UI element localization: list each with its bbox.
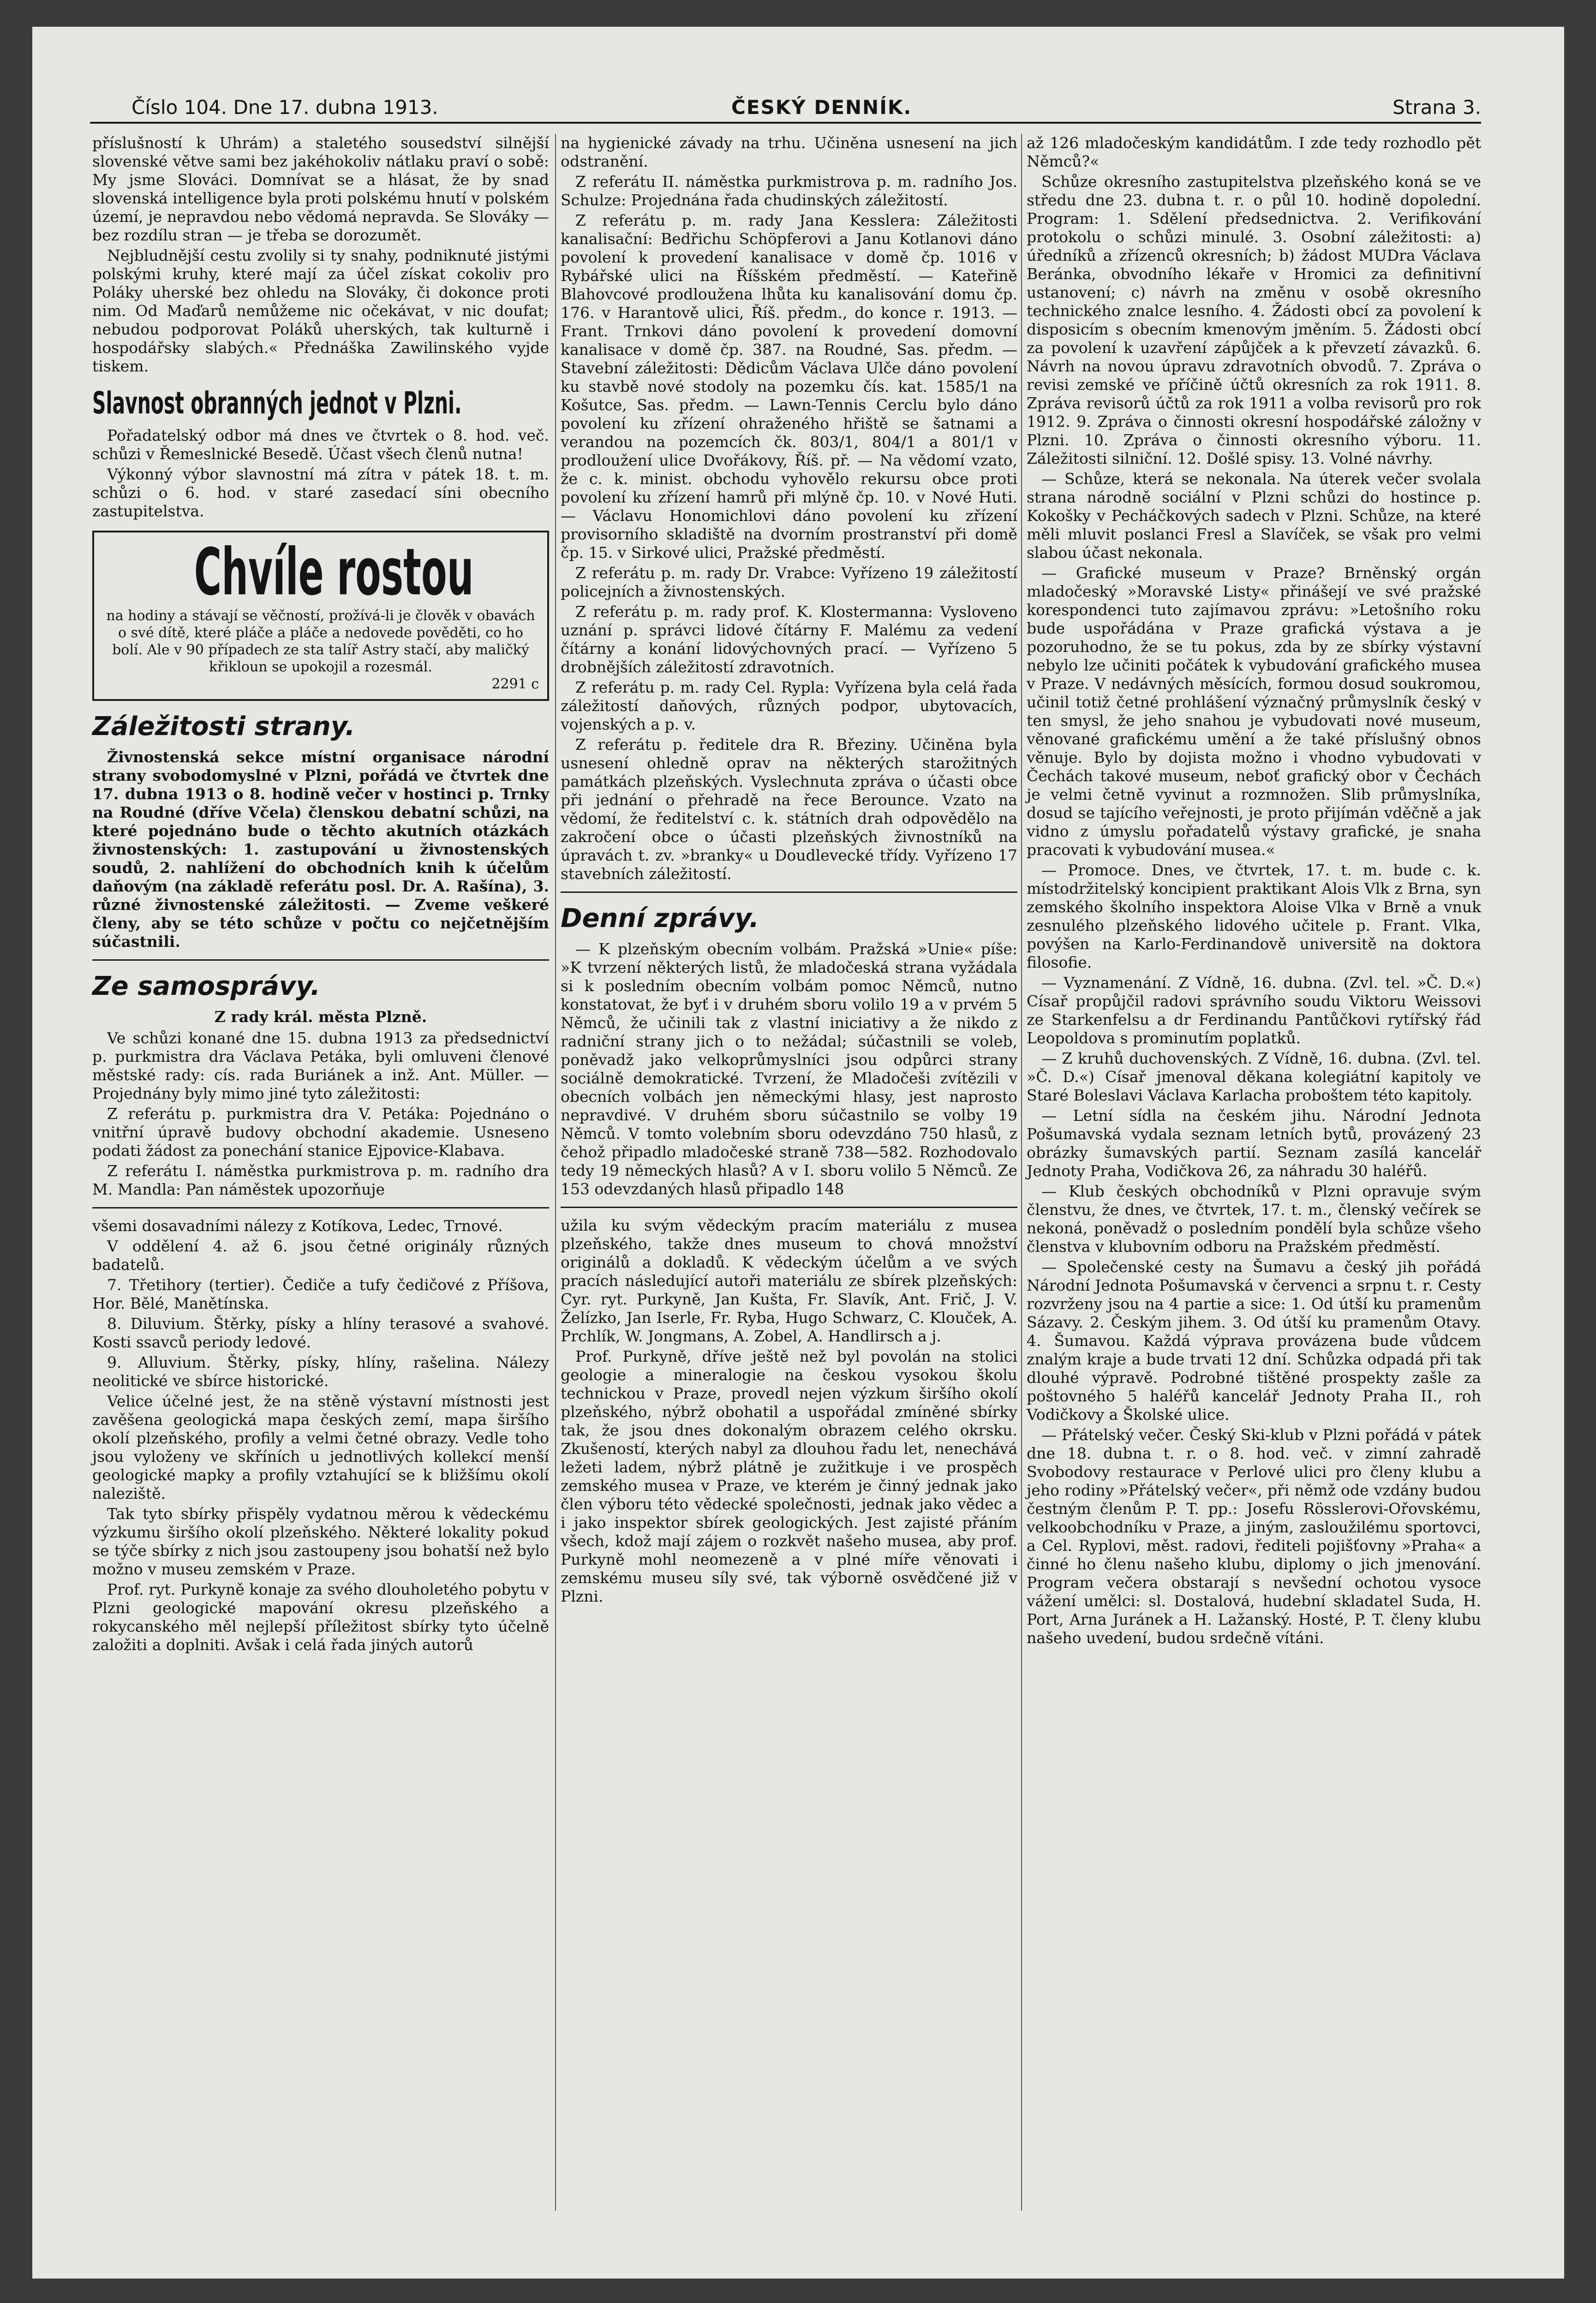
ad-number: 2291 c xyxy=(491,676,539,692)
article-paragraph: Z referátu p. m. rady Jana Kesslera: Záležitosti kanalisační: Bedřichu Schöpferovi a Janu Kotlanovi dáno povolení k provedení kanalisace v domě čp. 1016 v Rybářské ulici na Říšském předměstí. — Kateřině Blahovcové prodloužena lhůta ku kanalisování domu čp. 176. v Harantově ulici, Říš. předm., do konce r. 1913. — Frant. Trnkovi dáno povolení k provedení domovní kanalisace v domě čp. 387. na Roudné, Sas. předm. — Stavební záležitosti: Dědicům Václava Ulče dáno povolení ku stavbě nové stodoly na pozemku čís. kat. 1585/1 na Košutce, Sas. předm. — Lawn-Tennis Cerclu bylo dáno povolení ku zřízení ohraženého hřiště se šatnami a verandou na pozemcích čk. 803/1, 804/1 a 801/1 v prodloužení ulice Dvořákovy, Říš. př. — Na vědomí vzato, že c. k. minist. obchodu vyhovělo rekursu obce proti povolení ku zřízení hamrů při mlýně čp. 10. v Nové Huti. — Václavu Honomichlovi dáno povolení ku zřízení provisorního skladiště na dvorním prostranství při domě čp. 15. v Sirkové ulici, Pražské předměstí. xyxy=(561,211,1017,562)
article-paragraph: 7. Třetihory (tertier). Čediče a tufy čedičové z Příšova, Hor. Bělé, Manětínska. xyxy=(92,1276,549,1312)
article-paragraph: — Vyznamenání. Z Vídně, 16. dubna. (Zvl. tel. »Č. D.«) Císař propůjčil radovi správního soudu Viktoru Weissovi ze Starkenfelsu a dr Ferdinandu Pantůčkovi rytířský řád Leopoldova s prominutím poplatků. xyxy=(1027,974,1481,1047)
issue-date: Číslo 104. Dne 17. dubna 1913. xyxy=(132,96,438,119)
article-paragraph: — Klub českých obchodníků v Plzni opravuje svým členstvu, že dnes, ve čtvrtek, 17. t. m., členský večírek se nekoná, poněvadž o posledním pondělí byla schůze všeho členstva v klubovním odboru na Pražském předměstí. xyxy=(1027,1182,1481,1256)
article-paragraph: Z referátu I. náměstka purkmistrova p. m. radního dra M. Mandla: Pan náměstek upozorňuje xyxy=(92,1162,549,1198)
article-paragraph: 8. Diluvium. Štěrky, písky a hlíny terasové a svahové. Kosti ssavců periody ledové. xyxy=(92,1315,549,1351)
divider xyxy=(92,1207,549,1208)
article-paragraph: — Grafické museum v Praze? Brněnský orgán mladočeský »Moravské Listy« přinášejí ve své pražské korespondenci tuto zajímavou zprávu: »Letošního roku bude uspořádána v Praze grafická výstava a je pozoruhodno, že se tu pokus, zda by ze sbírky výstavní nebylo lze učiniti počátek k vybudování grafického musea v Praze. V nedávných měsících, formou dosud soukromou, učinil totiž četné prohlášení význačný průmyslník český v ten smysl, že jeho snahou je vybudovati nové museum, věnované grafickému umění a že také příslušný obnos věnuje. Bylo by dojista možno i vhodno vybudovati v Čechách takové museum, neboť grafický obor v Čechách je velmi četně vyvinut a rozmnožen. Slib průmyslníka, dosud se tajícího veřejnosti, je proto přijímán vděčně a jak vidno z úmyslu pořadatelů výstavy grafické, je snaha pracovati k vybudování musea.« xyxy=(1027,564,1481,859)
article-paragraph: — Přátelský večer. Český Ski-klub v Plzni pořádá v pátek dne 18. dubna t. r. o 8. hod. več. v zimní zahradě Svobodovy restaurace v Perlové ulici pro členy klubu a jeho rodiny »Přátelský večer«, při němž ode vzdány budou čestným členům P. T. pp.: Josefu Rösslerovi-Ořovskému, velkoobchodníku v Praze, a jiným, zasloužilému sportovci, a Cel. Ryplovi, měst. radovi, řediteli pojišťovny »Praha« a činné ho členu našeho klubu, diplomy o jich jmenování. Program večera obstarají s nevšední ochotou vysoce vážení umělci: sl. Dostalová, hudební skladatel Suda, H. Port, Arna Juránek a H. Lažanský. Hosté, P. T. členy klubu našeho uvedení, budou srdečně vítáni. xyxy=(1027,1426,1481,1647)
column-3 xyxy=(1027,134,1481,2211)
article-paragraph: Živnostenská sekce místní organisace národní strany svobodomyslné v Plzni, pořádá ve čtvrtek dne 17. dubna 1913 o 8. hodině večer v hostinci p. Trnky na Roudné (dříve Včela) členskou debatní schůzi, na které pojednáno bude o těchto akutních otázkách živnostenských: 1. zastupování u živnostenských soudů, 2. nahlížení do obchodních knih k účelům daňovým (na základě referátu posl. Dr. A. Rašína), 3. různé živnostenské záležitosti. — Zveme veškeré členy, aby se této schůze v počtu co nejčetnějším súčastnili. xyxy=(92,748,549,951)
article-paragraph: až 126 mladočeským kandidátům. I zde tedy rozhodlo pět Němců?« xyxy=(1027,134,1481,170)
article-paragraph: Z referátu II. náměstka purkmistrova p. m. radního Jos. Schulze: Projednána řada chudinských záležitostí. xyxy=(561,173,1017,209)
advertisement xyxy=(92,531,549,701)
article-paragraph: — Společenské cesty na Šumavu a český jih pořádá Národní Jednota Pošumavská v červenci a srpnu t. r. Cesty rozvrženy jsou na 4 partie a sice: 1. Od útší ku pramenům Sázavy. 2. Českým jihem. 3. Od útší ku pramenům Otavy. 4. Šumavou. Každá výprava provázena bude vůdcem znalým kraje a bude trvati 12 dní. Schůzka odpadá při tak dlouhé výpravě. Podrobné tištěné prospekty zašle za poštovného 5 haléřů kancelář Jednoty Praha II., roh Vodičkovy a Školské ulice. xyxy=(1027,1258,1481,1424)
article-paragraph: Z referátu p. ředitele dra R. Březiny. Učiněna byla usnesení ohledně oprav na některých starožitných památkách plzeňských. Vyslechnuta zpráva o účasti obce při jednání o přehradě na řece Berounce. Vzato na vědomí, že ředitelství c. k. státních drah odpovědělo na zakročení obce o účasti plzeňských živnostníků na úpravách t. zv. »branky« u Doudlevecké třídy. Vyřízeno 17 stavebních záležitostí. xyxy=(561,736,1017,883)
article-paragraph: Ve schůzi konané dne 15. dubna 1913 za předsednictví p. purkmistra dra Václava Petáka, byli omluveni členové městské rady: cís. rada Buriánek a inž. Ant. Müller. — Projednány byly mimo jiné tyto záležitosti: xyxy=(92,1029,549,1102)
page-number: Strana 3. xyxy=(1393,96,1481,119)
article-paragraph: Z referátu p. purkmistra dra V. Petáka: Pojednáno o vnitřní úpravě budovy obchodní akademie. Usneseno podati žádost za ponechání stanice Ejpovice-Klabava. xyxy=(92,1105,549,1160)
article-paragraph: Z referátu p. m. rady prof. K. Klostermanna: Vysloveno uznání p. správci lidové čítárny F. Malému za vedení čítárny a konání lidovýchovných prací. — Vyřízeno 5 drobnějších záležitostí zdravotních. xyxy=(561,603,1017,676)
article-paragraph: Prof. ryt. Purkyně konaje za svého dlouholetého pobytu v Plzni geologické mapování okresu plzeňského a rokycanského měl nejlepší příležitost sbírky tyto účelně založiti a doplniti. Avšak i celá řada jiných autorů xyxy=(92,1580,549,1654)
article-paragraph: Schůze okresního zastupitelstva plzeňského koná se ve středu dne 23. dubna t. r. o půl 10. hodině dopolední. Program: 1. Sdělení předsednictva. 2. Verifikování protokolu o schůzi minulé. 3. Osobní záležitosti: a) úředníků a zřízenců okresních; b) žádost MUDra Václava Beránka, obvodního lékaře v Hromici za definitivní ustanovení; c) návrh na změnu v osobě okresního technického znalce lesního. 4. Žádosti obcí za povolení k disposicím s obecním kmenovým jměním. 5. Žádosti obcí za povolení k uzavření zápůjček a k převzetí závazků. 6. Návrh na novou úpravu zdravotních obvodů. 7. Zpráva o revisi zemské ve příčině účtů okresních za rok 1911. 8. Zpráva revisorů účtů za rok 1911 a volba revisorů pro rok 1912. 9. Zpráva o činnosti okresní hospodářské záložny v Plzni. 10. Zpráva o činnosti okresního výboru. 11. Záležitosti silniční. 12. Došlé spisy. 13. Volné návrhy. xyxy=(1027,173,1481,467)
column-divider xyxy=(555,134,556,2211)
column-divider xyxy=(1021,134,1022,2211)
article-paragraph: všemi dosavadními nálezy z Kotíkova, Ledec, Trnové. xyxy=(92,1217,503,1235)
article-paragraph: na hygienické závady na trhu. Učiněna usnesení na jich odstranění. xyxy=(561,134,1017,170)
masthead: ČESKÝ DENNÍK. xyxy=(731,96,912,119)
article-paragraph: užila ku svým vědeckým pracím materiálu z musea plzeňského, takže dnes museum to chová množství originálů a dokladů. K vědeckým účelům a ve svých pracích následující autoři materiálu ze sbírek plzeňských: Cyr. ryt. Purkyně, Jan Kušta, Fr. Slavík, Ant. Frič, J. V. Želízko, Jan Iserle, Fr. Ryba, Hugo Schwarz, C. Klouček, A. Prchlík, W. Jongmans, A. Zobel, A. Handlirsch a j. xyxy=(561,1216,1017,1345)
article-paragraph: 9. Alluvium. Štěrky, písky, hlíny, rašelina. Nálezy neolitické ve sbírce historické. xyxy=(92,1353,549,1390)
page-header xyxy=(90,92,1481,124)
article-paragraph: — Letní sídla na českém jihu. Národní Jednota Pošumavská vydala seznam letních bytů, provázený 23 obrázky šumavských partií. Seznam zasílá kancelář Jednoty Praha, Vodičkova 26, za náhradu 30 haléřů. xyxy=(1027,1107,1481,1180)
column-2 xyxy=(561,134,1017,2211)
article-paragraph: Výkonný výbor slavnostní má zítra v pátek 18. t. m. schůzi o 6. hod. v staré zasedací síni obecního zastupitelstva. xyxy=(92,465,549,520)
column-1 xyxy=(92,134,549,2211)
article-paragraph: — Promoce. Dnes, ve čtvrtek, 17. t. m. bude c. k. místodržitelský koncipient praktikant Alois Vlk z Brna, syn zemského školního inspektora Aloise Vlka v Brně a vnuk zesnulého plzeňského lidového učitele p. Frant. Vlka, povýšen na Karlo-Ferdinandově universitě na doktora filosofie. xyxy=(1027,861,1481,971)
article-paragraph: Z referátu p. m. rady Dr. Vrabce: Vyřízeno 19 záležitostí policejních a živnostenských. xyxy=(561,564,1017,600)
article-paragraph: Velice účelné jest, že na stěně výstavní místnosti jest zavěšena geologická mapa českých zemí, mapa širšího okolí plzeňského, profily a velmi četné obrazy. Vedle toho jsou vyloženy ve skříních u jednotlivých kollekcí menší geologické mapky a profily vztahující se k bližšímu okolí naleziště. xyxy=(92,1392,549,1502)
article-paragraph: Nejbludnější cestu zvolily si ty snahy, podniknuté jistými polskými kruhy, které mají za účel získat cokoliv pro Poláky uherské bez ohledu na Slováky, či dokonce proti nim. Od Maďarů nemůžeme nic očekávat, v nic doufat; nebudou podporovat Poláků uherských, tak kulturně i hospodářsky slabých.« Přednáška Zawilinského vyjde tiskem. xyxy=(92,246,549,375)
article-paragraph: Pořadatelský odbor má dnes ve čtvrtek o 8. hod. več. schůzi v Řemeslnické Besedě. Účast všech členů nutna! xyxy=(92,426,549,463)
article-paragraph: Prof. Purkyně, dříve ještě než byl povolán na stolici geologie a mineralogie na českou vysokou školu technickou v Praze, provedl nejen výzkum širšího okolí plzeňského, nýbrž obohatil a uspořádal zmíněné sbírky tak, že jsou dnes dokonalým obrazem celého okrsku. Zkušeností, kterých nabyl za dlouhou řadu let, nenechává ležeti ladem, nýbrž plátně je zužitkuje i ve prospěch zemského musea v Praze, ve kterém je činný jednak jako člen výboru této vědecké společnosti, jednak jako vědec a i jako inspektor sbírek geologických. Jest zajisté přáním všech, kdož mají zájem o rozkvět našeho musea, aby prof. Purkyně mohl neomezeně a v plné míře věnovati i zemskému museu síly své, tak výborně osvědčené již v Plzni. xyxy=(561,1347,1017,1605)
article-paragraph: — Z kruhů duchovenských. Z Vídně, 16. dubna. (Zvl. tel. »Č. D.«) Císař jmenoval děkana kolegiátní kapitoly ve Staré Boleslavi Václava Karlacha proboštem této kapitoly. xyxy=(1027,1049,1481,1104)
ad-headline: Chvíle rostou xyxy=(194,535,474,610)
article-paragraph: Z referátu p. m. rady Cel. Rypla: Vyřízena byla celá řada záležitostí daňových, různých podpor, ubytovacích, vojenských a p. v. xyxy=(561,678,1017,733)
article-paragraph: Tak tyto sbírky přispěly vydatnou měrou k vědeckému výzkumu širšího okolí plzeňského. Některé lokality pokud se týče sbírky z nich jsou zastoupeny jsou bohatší než bylo možno v museu zemském v Praze. xyxy=(92,1505,549,1578)
section-heading: Denní zprávy. xyxy=(561,903,759,933)
divider xyxy=(561,1207,1017,1208)
divider xyxy=(92,959,549,961)
section-heading: Slavnost obranných jednot v Plzni. xyxy=(92,385,462,421)
ad-text: na hodiny a stávají se věčností, prožívá-li je člověk v obavách o své dítě, které pláče a pláče a nedovede pověděti, co ho bolí. Ale v 90 případech ze sta talíř Astry stačí, aby maličký křikloun se upokojil a rozesmál. xyxy=(106,608,535,675)
article-paragraph: — Schůze, která se nekonala. Na úterek večer svolala strana národně sociální v Plzni schůzi do hostince p. Kokošky v Pecháčkových sadech v Plzni. Schůze, na které měli mluvit poslanci Fresl a Slavíček, se však pro velmi slabou účast nekonala. xyxy=(1027,470,1481,562)
divider xyxy=(561,891,1017,893)
section-heading: Záležitosti strany. xyxy=(92,712,355,742)
section-heading: Ze samosprávy. xyxy=(92,971,320,1001)
subheading: Z rady král. města Plzně. xyxy=(214,1008,427,1026)
article-paragraph: — K plzeňským obecním volbám. Pražská »Unie« píše: »K tvrzení některých listů, že mladočeská strana vyžádala si k posledním obecním volbám pomoc Němců, nutno konstatovat, že byť i v druhém sboru volilo 19 a v prvém 5 Němců, že učinili tak z vlastní iniciativy a že nikdo z radniční strany jich o to nežádal; súčastnili se voleb, poněvadž jako velkoprůmyslníci jsou odpůrci strany sociálně demokratické. Tvrzení, že Mladočeši zvítězili v obecních volbách jen německými hlasy, jest naprosto nepravdivé. V druhém sboru súčastnilo se volby 19 Němců. V tomto volebním sboru odevzdáno 750 hlasů, z čehož připadlo mladočeské straně 738—582. Rozhodovalo tedy 19 německých hlasů? A v I. sboru volilo 5 Němců. Ze 153 odevzdaných hlasů připadlo 148 xyxy=(561,940,1017,1198)
article-paragraph: příslušností k Uhrám) a staletého sousedství silnější slovenské větve sami bez jakéhokoliv nátlaku praví o sobě: My jsme Slováci. Domnívat se a hlásat, že by snad slovenská intelligence byla proti polskému hnutí v polském území, je nepravdou nebo vědomá nepravda. Se Slováky — bez rozdílu stran — je třeba se dorozumět. xyxy=(92,134,549,244)
article-paragraph: V oddělení 4. až 6. jsou četné originály různých badatelů. xyxy=(92,1237,549,1274)
